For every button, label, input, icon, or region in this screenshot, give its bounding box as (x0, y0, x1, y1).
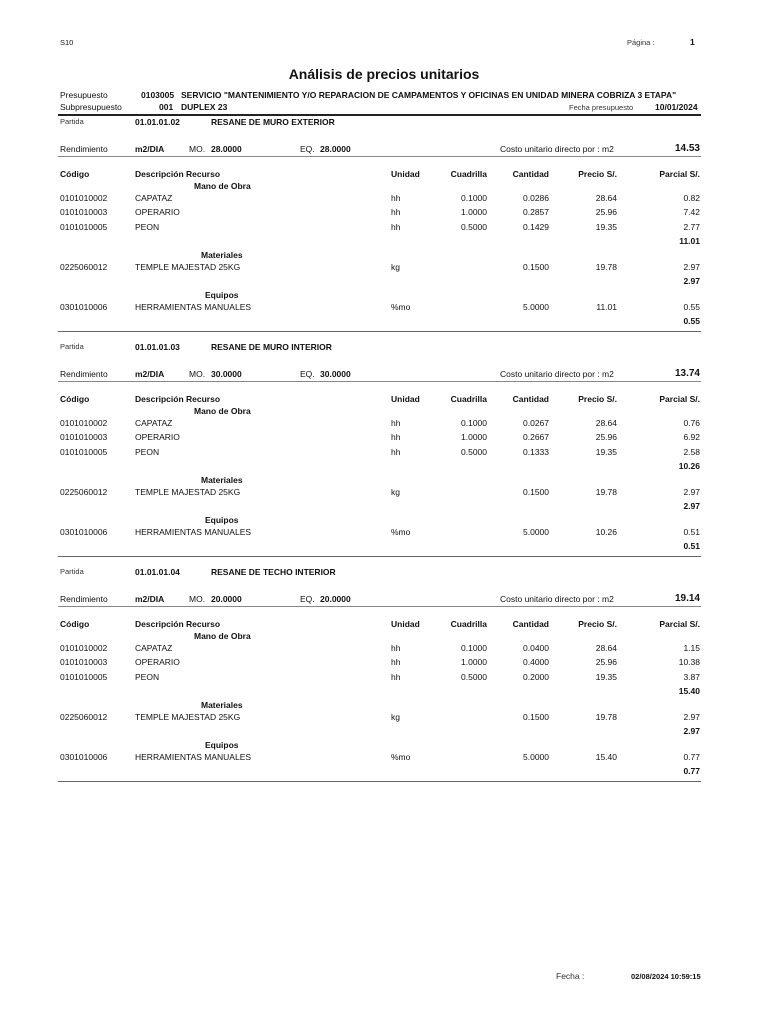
resource-code: 0101010005 (60, 446, 108, 457)
rendimiento-label: Rendimiento (60, 594, 108, 604)
resource-cuadrilla: 0.1000 (461, 643, 487, 653)
partida-label: Partida (60, 117, 84, 126)
eq-value: 20.0000 (320, 594, 351, 604)
resource-precio: 19.35 (595, 446, 617, 457)
resource-parcial: 0.51 (683, 527, 700, 537)
col-header-codigo: Código (60, 169, 90, 179)
partida-name: RESANE DE MURO INTERIOR (211, 342, 332, 352)
resource-precio: 15.40 (595, 752, 617, 762)
resource-cantidad: 0.0286 (523, 193, 549, 203)
col-header-precio: Precio S/. (578, 169, 617, 179)
resource-code: 0101010005 (60, 221, 108, 232)
resource-cuadrilla: 0.5000 (461, 671, 487, 682)
col-header-precio: Precio S/. (578, 394, 617, 404)
resource-precio: 19.78 (595, 487, 617, 497)
resource-cantidad: 0.0400 (523, 643, 549, 653)
resource-description: CAPATAZ (135, 418, 173, 428)
resource-cantidad: 0.1500 (523, 262, 549, 272)
partida-divider (58, 331, 701, 332)
resource-code: 0301010006 (60, 302, 108, 312)
partida-code: 01.01.01.03 (135, 342, 180, 352)
eq-value: 30.0000 (320, 369, 351, 379)
col-header-unidad: Unidad (391, 169, 420, 179)
resource-cantidad: 0.0267 (523, 418, 549, 428)
footer-fecha-value: 02/08/2024 10:59:15 (631, 972, 701, 981)
mo-value: 20.0000 (211, 594, 242, 604)
subtotal-equipos: 0.51 (683, 541, 700, 551)
group-materiales: Materiales (201, 475, 243, 485)
resource-unit: hh (391, 193, 401, 203)
resource-precio: 19.35 (595, 221, 617, 232)
resource-parcial: 10.38 (678, 657, 700, 668)
resource-parcial: 2.97 (683, 262, 700, 272)
group-equipos: Equipos (205, 290, 239, 300)
resource-cuadrilla: 1.0000 (461, 432, 487, 443)
resource-cantidad: 0.2667 (523, 432, 549, 443)
resource-description: CAPATAZ (135, 643, 173, 653)
eq-label: EQ. (300, 144, 315, 154)
resource-description: HERRAMIENTAS MANUALES (135, 527, 252, 537)
resource-code: 0101010002 (60, 193, 108, 203)
resource-parcial: 2.58 (683, 446, 700, 457)
subtotal-materiales: 2.97 (683, 726, 700, 736)
resource-description: PEON (135, 221, 160, 232)
resource-precio: 19.35 (595, 671, 617, 682)
col-header-parcial: Parcial S/. (659, 394, 700, 404)
resource-code: 0301010006 (60, 527, 108, 537)
resource-parcial: 6.92 (683, 432, 700, 443)
resource-description: OPERARIO (135, 207, 180, 218)
resource-parcial: 0.55 (683, 302, 700, 312)
resource-unit: hh (391, 207, 401, 218)
page-number: 1 (690, 37, 695, 47)
subtotal-materiales: 2.97 (683, 276, 700, 286)
resource-unit: %mo (391, 302, 411, 312)
resource-description: PEON (135, 446, 160, 457)
resource-parcial: 0.82 (683, 193, 700, 203)
resource-unit: kg (391, 487, 400, 497)
header-divider (58, 114, 701, 116)
resource-description: OPERARIO (135, 432, 180, 443)
mo-value: 28.0000 (211, 144, 242, 154)
col-header-unidad: Unidad (391, 619, 420, 629)
system-code: S10 (60, 38, 74, 47)
resource-parcial: 0.77 (683, 752, 700, 762)
costo-unitario-label: Costo unitario directo por : m2 (500, 594, 614, 604)
rendimiento-label: Rendimiento (60, 369, 108, 379)
subpresupuesto-label: Subpresupuesto (60, 102, 122, 112)
col-header-descripcion: Descripción Recurso (135, 619, 221, 629)
partida-code: 01.01.01.02 (135, 117, 180, 127)
resource-precio: 25.96 (595, 657, 617, 668)
resource-unit: hh (391, 643, 401, 653)
subtotal-equipos: 0.55 (683, 316, 700, 326)
resource-precio: 25.96 (595, 432, 617, 443)
resource-cuadrilla: 0.5000 (461, 446, 487, 457)
group-materiales: Materiales (201, 250, 243, 260)
partida-code: 01.01.01.04 (135, 567, 180, 577)
col-header-codigo: Código (60, 619, 90, 629)
group-materiales: Materiales (201, 700, 243, 710)
resource-cantidad: 5.0000 (523, 752, 549, 762)
resource-code: 0101010003 (60, 432, 108, 443)
partida-name: RESANE DE MURO EXTERIOR (211, 117, 335, 127)
resource-precio: 28.64 (595, 418, 617, 428)
col-header-cuadrilla: Cuadrilla (450, 619, 487, 629)
subtotal-mano-de-obra: 11.01 (679, 236, 700, 246)
col-header-cuadrilla: Cuadrilla (450, 394, 487, 404)
resource-precio: 10.26 (595, 527, 617, 537)
resource-unit: %mo (391, 752, 411, 762)
page-label: Página : (627, 38, 655, 47)
rendimiento-label: Rendimiento (60, 144, 108, 154)
resource-unit: hh (391, 221, 401, 232)
footer-fecha-label: Fecha : (556, 971, 585, 981)
group-equipos: Equipos (205, 515, 239, 525)
group-mano-de-obra: Mano de Obra (194, 406, 251, 416)
col-header-cantidad: Cantidad (512, 619, 549, 629)
resource-parcial: 2.77 (683, 221, 700, 232)
resource-cuadrilla: 1.0000 (461, 657, 487, 668)
resource-unit: kg (391, 262, 400, 272)
resource-code: 0101010002 (60, 418, 108, 428)
mo-label: MO. (189, 144, 206, 154)
resource-cantidad: 0.1429 (523, 221, 549, 232)
mo-label: MO. (189, 369, 206, 379)
costo-unitario-value: 13.74 (674, 368, 700, 379)
resource-unit: kg (391, 712, 400, 722)
resource-precio: 25.96 (595, 207, 617, 218)
resource-unit: hh (391, 432, 401, 443)
resource-parcial: 0.76 (683, 418, 700, 428)
subpresupuesto-code: 001 (159, 102, 174, 112)
presupuesto-label: Presupuesto (60, 90, 108, 100)
resource-cuadrilla: 0.1000 (461, 193, 487, 203)
partida-divider (58, 781, 701, 782)
group-mano-de-obra: Mano de Obra (194, 181, 251, 191)
resource-description: CAPATAZ (135, 193, 173, 203)
rendimiento-unit: m2/DIA (135, 594, 165, 604)
rendimiento-unit: m2/DIA (135, 144, 165, 154)
fecha-presupuesto-value: 10/01/2024 (655, 102, 698, 112)
resource-precio: 19.78 (595, 712, 617, 722)
resource-unit: hh (391, 671, 401, 682)
col-header-descripcion: Descripción Recurso (135, 169, 221, 179)
resource-cantidad: 5.0000 (523, 527, 549, 537)
resource-code: 0225060012 (60, 712, 108, 722)
col-header-cantidad: Cantidad (512, 169, 549, 179)
partida-label: Partida (60, 567, 84, 576)
rendimiento-divider (58, 606, 701, 607)
resource-cantidad: 5.0000 (523, 302, 549, 312)
costo-unitario-label: Costo unitario directo por : m2 (500, 369, 614, 379)
resource-cantidad: 0.1500 (523, 712, 549, 722)
resource-cuadrilla: 0.1000 (461, 418, 487, 428)
subtotal-mano-de-obra: 10.26 (678, 461, 700, 471)
presupuesto-code: 0103005 (141, 90, 175, 100)
costo-unitario-value: 14.53 (674, 143, 700, 154)
resource-code: 0225060012 (60, 262, 108, 272)
resource-precio: 28.64 (595, 193, 617, 203)
resource-description: PEON (135, 671, 160, 682)
resource-parcial: 2.97 (683, 712, 700, 722)
resource-description: HERRAMIENTAS MANUALES (135, 752, 252, 762)
resource-description: OPERARIO (135, 657, 180, 668)
resource-description: TEMPLE MAJESTAD 25KG (135, 712, 241, 722)
resource-description: TEMPLE MAJESTAD 25KG (135, 487, 241, 497)
resource-parcial: 7.42 (683, 207, 700, 218)
col-header-unidad: Unidad (391, 394, 420, 404)
resource-cantidad: 0.2857 (523, 207, 549, 218)
rendimiento-divider (58, 156, 701, 157)
rendimiento-divider (58, 381, 701, 382)
eq-label: EQ. (300, 594, 315, 604)
col-header-codigo: Código (60, 394, 90, 404)
resource-code: 0101010002 (60, 643, 108, 653)
resource-cantidad: 0.2000 (523, 671, 549, 682)
col-header-cantidad: Cantidad (512, 394, 549, 404)
costo-unitario-value: 19.14 (674, 593, 700, 604)
resource-unit: hh (391, 418, 401, 428)
col-header-parcial: Parcial S/. (659, 169, 700, 179)
group-equipos: Equipos (205, 740, 239, 750)
resource-code: 0101010003 (60, 657, 108, 668)
resource-description: TEMPLE MAJESTAD 25KG (135, 262, 241, 272)
col-header-descripcion: Descripción Recurso (135, 394, 221, 404)
subtotal-materiales: 2.97 (683, 501, 700, 511)
partida-divider (58, 556, 701, 557)
col-header-parcial: Parcial S/. (659, 619, 700, 629)
subtotal-mano-de-obra: 15.40 (678, 686, 700, 696)
resource-code: 0225060012 (60, 487, 108, 497)
rendimiento-unit: m2/DIA (135, 369, 165, 379)
partida-label: Partida (60, 342, 84, 351)
mo-value: 30.0000 (211, 369, 242, 379)
resource-unit: hh (391, 446, 401, 457)
resource-parcial: 3.87 (683, 671, 700, 682)
col-header-cuadrilla: Cuadrilla (450, 169, 487, 179)
resource-cantidad: 0.4000 (523, 657, 549, 668)
page-title: Análisis de precios unitarios (288, 66, 480, 82)
mo-label: MO. (189, 594, 206, 604)
resource-unit: %mo (391, 527, 411, 537)
resource-description: HERRAMIENTAS MANUALES (135, 302, 252, 312)
resource-cantidad: 0.1333 (523, 446, 549, 457)
resource-code: 0101010003 (60, 207, 108, 218)
resource-cuadrilla: 1.0000 (461, 207, 487, 218)
group-mano-de-obra: Mano de Obra (194, 631, 251, 641)
fecha-presupuesto-label: Fecha presupuesto (569, 103, 634, 112)
resource-parcial: 2.97 (683, 487, 700, 497)
resource-parcial: 1.15 (683, 643, 700, 653)
col-header-precio: Precio S/. (578, 619, 617, 629)
eq-value: 28.0000 (320, 144, 351, 154)
resource-precio: 28.64 (595, 643, 617, 653)
resource-cuadrilla: 0.5000 (461, 221, 487, 232)
subpresupuesto-description: DUPLEX 23 (181, 102, 228, 112)
costo-unitario-label: Costo unitario directo por : m2 (500, 144, 614, 154)
resource-code: 0301010006 (60, 752, 108, 762)
resource-code: 0101010005 (60, 671, 108, 682)
eq-label: EQ. (300, 369, 315, 379)
resource-precio: 11.01 (596, 302, 617, 312)
presupuesto-description: SERVICIO "MANTENIMIENTO Y/O REPARACION DE CAMPAMENTOS Y OFICINAS EN UNIDAD MINERA COBRIZA 3 ETAPA" (181, 90, 677, 100)
resource-unit: hh (391, 657, 401, 668)
subtotal-equipos: 0.77 (683, 766, 700, 776)
resource-precio: 19.78 (595, 262, 617, 272)
partida-name: RESANE DE TECHO INTERIOR (211, 567, 336, 577)
resource-cantidad: 0.1500 (523, 487, 549, 497)
